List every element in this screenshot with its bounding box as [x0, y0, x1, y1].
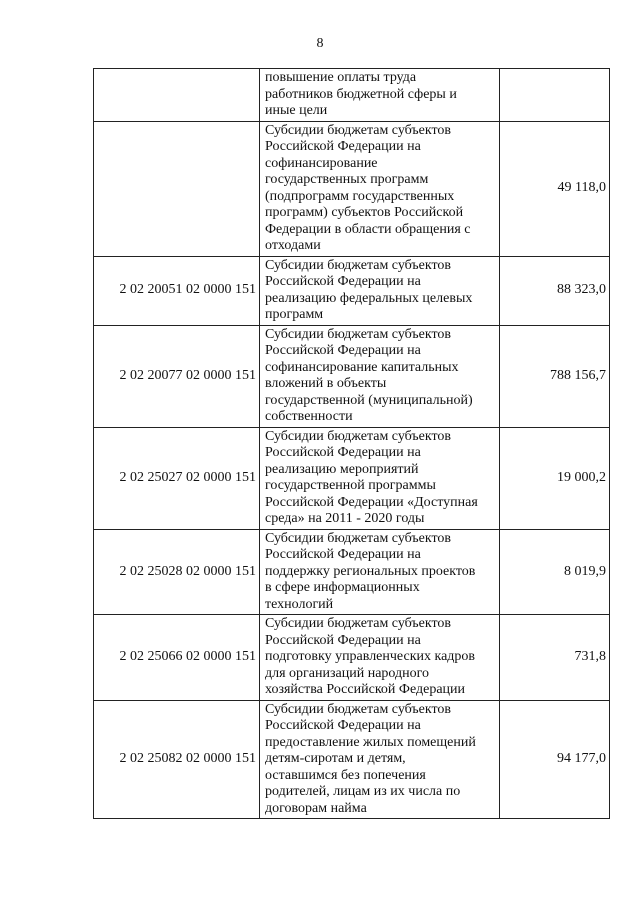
description-line: среда» на 2011 - 2020 годы	[265, 511, 425, 526]
description-line: государственной (муниципальной)	[265, 392, 473, 408]
description-line: Субсидии бюджетам субъектов	[265, 122, 452, 138]
budget-table	[93, 68, 610, 819]
row-code: 2 02 25028 02 0000 151	[94, 529, 260, 615]
description-line: технологий	[265, 596, 334, 612]
description-line: государственных программ	[265, 172, 429, 187]
description-line: Субсидии бюджетам субъектов	[265, 326, 452, 342]
description-line: Субсидии бюджетам субъектов	[265, 616, 452, 631]
table-row	[94, 325, 610, 427]
description-line: иные цели	[265, 103, 328, 118]
description-line: собственности	[265, 409, 353, 424]
description-line: повышение оплаты труда	[265, 70, 417, 85]
description-line: (подпрограмм государственных	[265, 188, 455, 204]
row-amount: 788 156,7	[500, 325, 610, 427]
description-line: оставшимся без попечения	[265, 767, 426, 783]
description-line: Субсидии бюджетам субъектов	[265, 257, 452, 273]
description-line: подготовку управленческих кадров	[265, 649, 476, 664]
description-line: вложений в объекты	[265, 376, 387, 391]
row-code	[94, 121, 260, 256]
description-line: Российской Федерации на	[265, 343, 421, 358]
description-line: поддержку региональных проектов	[265, 563, 476, 579]
row-description	[260, 427, 500, 529]
description-line: Субсидии бюджетам субъектов	[265, 428, 452, 444]
description-line: отходами	[265, 238, 321, 253]
page-number: 8	[316, 36, 324, 51]
row-amount: 8 019,9	[500, 529, 610, 615]
table-row	[94, 121, 610, 256]
description-line: работников бюджетной сферы и	[265, 86, 457, 102]
description-line: программ	[265, 307, 324, 322]
description-line: Субсидии бюджетам субъектов	[265, 701, 452, 717]
description-line: Федерации в области обращения с	[265, 221, 471, 237]
budget-table-body	[94, 69, 610, 819]
row-amount: 49 118,0	[500, 121, 610, 256]
description-line: предоставление жилых помещений	[265, 734, 476, 750]
description-line: Субсидии бюджетам субъектов	[265, 530, 452, 546]
row-code: 2 02 25082 02 0000 151	[94, 700, 260, 819]
row-description	[260, 69, 500, 122]
description-line: софинансирование	[265, 155, 378, 171]
row-code	[94, 69, 260, 122]
row-amount	[500, 69, 610, 122]
table-row	[94, 615, 610, 701]
description-line: детям-сиротам и детям,	[265, 751, 406, 766]
description-line: Российской Федерации на	[265, 547, 421, 562]
description-line: Российской Федерации на	[265, 718, 421, 733]
description-line: Российской Федерации «Доступная	[265, 494, 478, 510]
description-line: в сфере информационных	[265, 580, 420, 595]
row-description	[260, 615, 500, 701]
row-description	[260, 121, 500, 256]
table-row	[94, 256, 610, 325]
description-line: хозяйства Российской Федерации	[265, 682, 466, 697]
table-row	[94, 427, 610, 529]
row-amount: 88 323,0	[500, 256, 610, 325]
row-amount: 94 177,0	[500, 700, 610, 819]
row-amount: 731,8	[500, 615, 610, 701]
table-row	[94, 69, 610, 122]
description-line: Российской Федерации на	[265, 445, 421, 460]
row-code: 2 02 20051 02 0000 151	[94, 256, 260, 325]
description-line: договорам найма	[265, 800, 367, 816]
row-amount: 19 000,2	[500, 427, 610, 529]
table-row	[94, 700, 610, 819]
description-line: программ) субъектов Российской	[265, 205, 464, 220]
row-code: 2 02 20077 02 0000 151	[94, 325, 260, 427]
description-line: реализацию мероприятий	[265, 461, 419, 477]
table-row	[94, 529, 610, 615]
description-line: Российской Федерации на	[265, 632, 421, 648]
row-code: 2 02 25027 02 0000 151	[94, 427, 260, 529]
row-description	[260, 529, 500, 615]
description-line: софинансирование капитальных	[265, 359, 459, 375]
row-code: 2 02 25066 02 0000 151	[94, 615, 260, 701]
description-line: родителей, лицам из их числа по	[265, 784, 461, 799]
description-line: реализацию федеральных целевых	[265, 290, 473, 306]
description-line: Российской Федерации на	[265, 274, 421, 289]
row-description	[260, 325, 500, 427]
description-line: государственной программы	[265, 478, 436, 493]
row-description	[260, 256, 500, 325]
description-line: для организаций народного	[265, 665, 430, 681]
row-description	[260, 700, 500, 819]
description-line: Российской Федерации на	[265, 139, 421, 154]
